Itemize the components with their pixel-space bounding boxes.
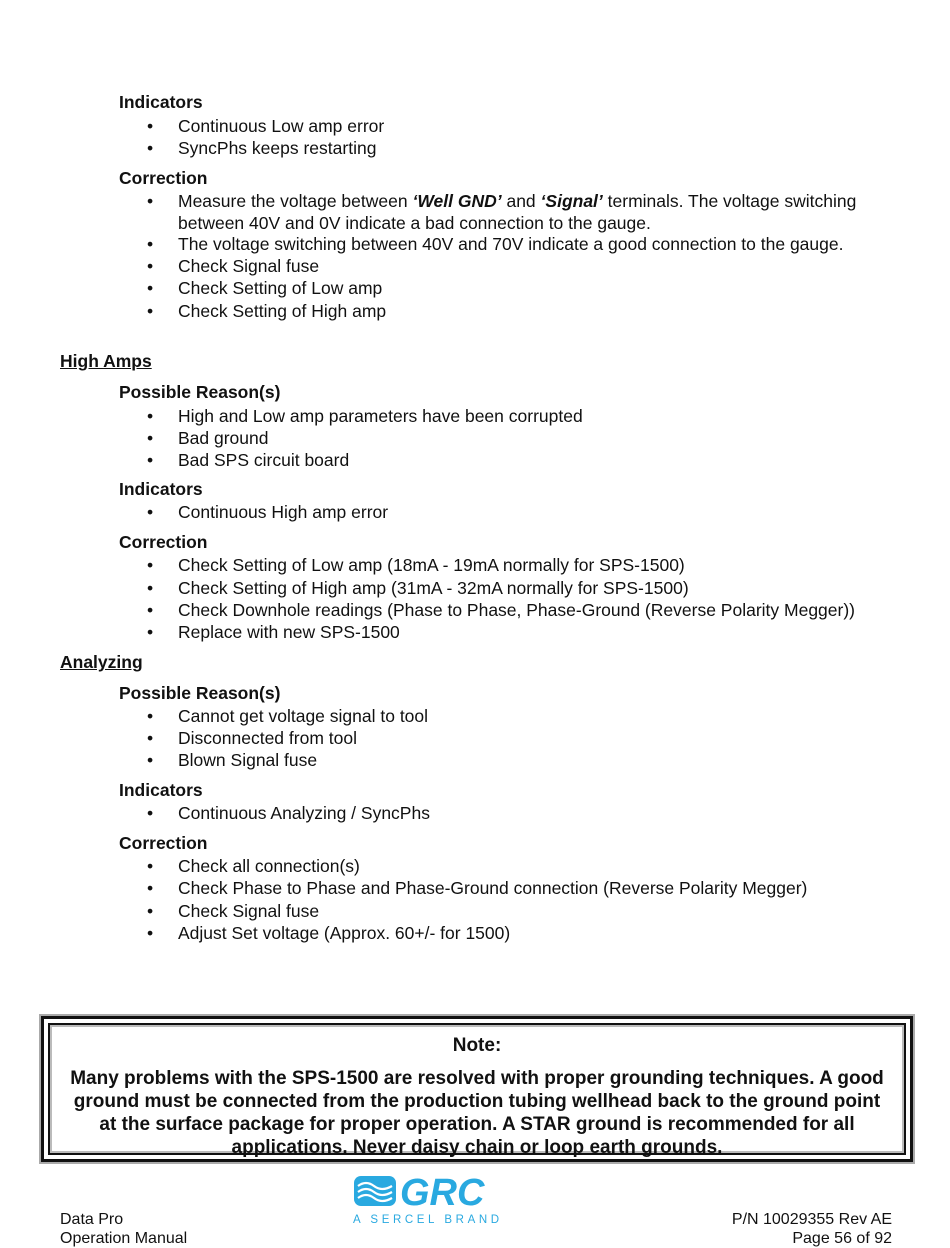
list-item: • Cannot get voltage signal to tool — [178, 705, 898, 727]
list-item: • Blown Signal fuse — [178, 749, 898, 771]
logo-tagline: A SERCEL BRAND — [353, 1214, 503, 1226]
footer-product: Data Pro — [60, 1211, 124, 1228]
list-item: • SyncPhs keeps restarting — [178, 137, 898, 159]
indicators-heading: Indicators — [119, 479, 203, 499]
logo-wordmark: GRC — [400, 1172, 485, 1214]
list-item: • Check Setting of Low amp — [178, 277, 898, 299]
list-item: • Check Signal fuse — [178, 255, 898, 277]
note-body: Many problems with the SPS-1500 are resolved with proper grounding techniques. A good ground must be connected from the production tubing wellhead back to the ground point at the surface package for proper operation. A STAR ground is recommended for all applications. Never daisy chain or loop earth grounds. — [70, 1068, 884, 1158]
list-item: • High and Low amp parameters have been corrupted — [178, 405, 898, 427]
list-item: • Check Downhole readings (Phase to Phase, Phase-Ground (Reverse Polarity Megger)) — [178, 599, 898, 621]
text-run: and — [501, 191, 541, 211]
list-item: • Check all connection(s) — [178, 855, 898, 877]
indicators-heading: Indicators — [119, 780, 203, 800]
list-item: • The voltage switching between 40V and 70V indicate a good connection to the gauge. — [178, 233, 898, 255]
indicators-heading: Indicators — [119, 92, 203, 112]
list-item: • Check Setting of High amp — [178, 300, 898, 322]
footer-doc-type: Operation Manual — [60, 1230, 188, 1247]
list-item: • Disconnected from tool — [178, 727, 898, 749]
list-item: • Check Signal fuse — [178, 900, 898, 922]
reasons-heading: Possible Reason(s) — [119, 683, 281, 703]
list-item: • Check Phase to Phase and Phase-Ground connection (Reverse Polarity Megger) — [178, 877, 898, 899]
term-well-gnd: ‘Well GND’ — [412, 191, 502, 211]
correction-heading: Correction — [119, 532, 208, 552]
footer-page-number: Page 56 of 92 — [792, 1230, 892, 1247]
reasons-heading: Possible Reason(s) — [119, 382, 281, 402]
list-item: • Replace with new SPS-1500 — [178, 621, 898, 643]
footer-right — [732, 1210, 892, 1248]
correction-heading: Correction — [119, 833, 208, 853]
text-run: Measure the voltage between — [178, 191, 413, 211]
correction-heading: Correction — [119, 168, 208, 188]
text-run: terminals. The voltage switching between 40V and 0V indicate a bad connection to the gauge. — [178, 191, 857, 233]
section-title-high-amps: High Amps — [60, 351, 152, 371]
note-box — [41, 1016, 913, 1162]
list-item: • Adjust Set voltage (Approx. 60+/- for 1500) — [178, 922, 898, 944]
list-item: • Continuous High amp error — [178, 501, 898, 523]
list-item: • Check Setting of Low amp (18mA - 19mA normally for SPS-1500) — [178, 554, 898, 576]
note-title: Note: — [452, 1035, 502, 1056]
section-title-analyzing: Analyzing — [60, 652, 143, 672]
grc-wave-icon — [354, 1176, 396, 1206]
list-item: • Bad SPS circuit board — [178, 449, 898, 471]
footer-left — [60, 1210, 187, 1248]
list-item — [178, 190, 898, 234]
list-item: • Continuous Analyzing / SyncPhs — [178, 802, 898, 824]
term-signal: ‘Signal’ — [540, 191, 603, 211]
list-item: • Bad ground — [178, 427, 898, 449]
list-item: • Continuous Low amp error — [178, 115, 898, 137]
note-inner-frame — [48, 1023, 906, 1158]
footer-part-number: P/N 10029355 Rev AE — [731, 1211, 892, 1228]
list-item: • Check Setting of High amp (31mA - 32mA normally for SPS-1500) — [178, 577, 898, 599]
grc-logo — [352, 1172, 542, 1228]
